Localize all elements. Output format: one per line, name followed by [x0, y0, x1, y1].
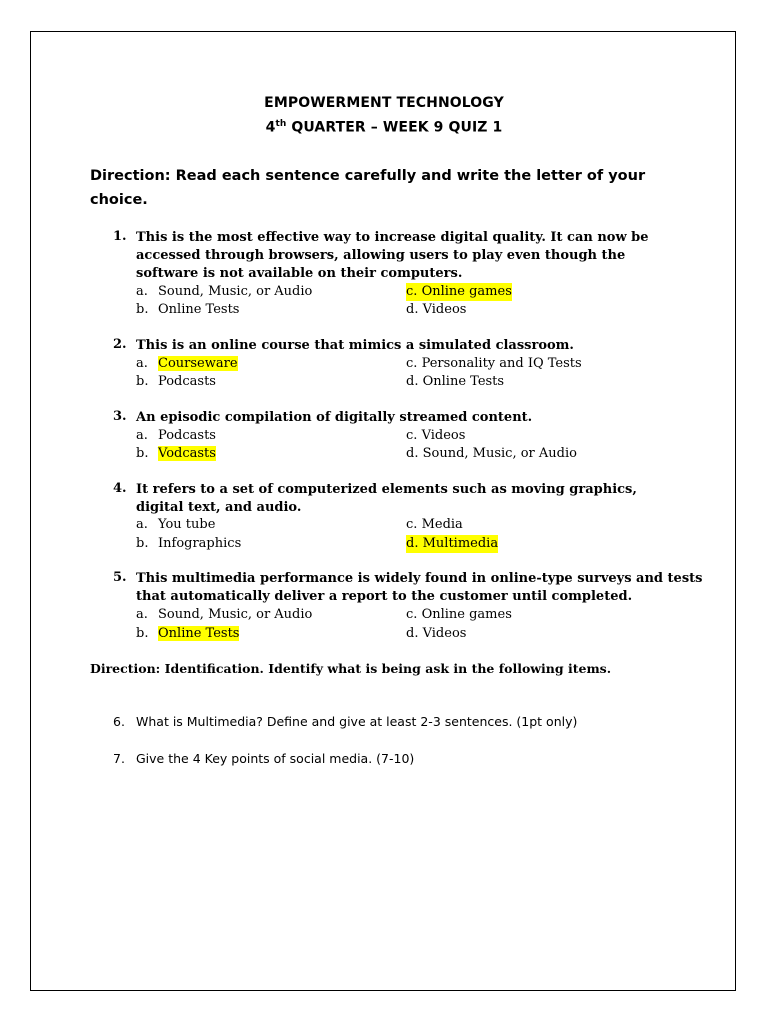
- option-text: Online games: [421, 284, 512, 299]
- option-letter: d.: [406, 536, 419, 551]
- option-text: Personality and IQ Tests: [421, 356, 582, 371]
- option-letter: c.: [406, 607, 418, 622]
- option-b: [136, 301, 239, 319]
- quarter-ordinal-suffix: th: [275, 119, 287, 129]
- option-text: Infographics: [158, 536, 242, 551]
- question-text: This is the most effective way to increase digital quality. It can now be accessed through browsers, allowing users to play even though the software is not available on their computers.: [136, 230, 649, 281]
- option-letter: b.: [136, 446, 149, 461]
- option-letter: a.: [136, 607, 148, 622]
- question-text: This multimedia performance is widely found in online-type surveys and tests that automatically deliver a report to the customer until completed.: [136, 571, 703, 604]
- option-text: Videos: [421, 428, 466, 443]
- item-text: What is Multimedia? Define and give at least 2-3 sentences. (1pt only): [136, 714, 578, 729]
- question-number: 3.: [113, 409, 127, 424]
- option-letter: b.: [136, 374, 149, 389]
- option-letter: c.: [406, 356, 418, 371]
- option-text: Courseware: [158, 356, 238, 371]
- option-text: Online Tests: [422, 374, 505, 389]
- subtitle-rest: QUARTER – WEEK 9 QUIZ 1: [286, 119, 503, 136]
- option-a: [136, 427, 216, 445]
- option-text: Podcasts: [158, 428, 216, 443]
- question-number: 1.: [113, 229, 127, 244]
- option-c: [406, 606, 512, 624]
- option-a-answer: [136, 355, 238, 373]
- option-text: Videos: [422, 626, 467, 641]
- direction-instructions: Direction: Read each sentence carefully and write the letter of your choice.: [90, 168, 646, 208]
- option-b-answer: [136, 625, 239, 643]
- option-a: [136, 516, 215, 534]
- option-text: Vodcasts: [158, 446, 216, 461]
- option-a: [136, 606, 312, 624]
- option-text: Sound, Music, or Audio: [158, 607, 313, 622]
- document-title: EMPOWERMENT TECHNOLOGY: [264, 95, 504, 111]
- question-number: 2.: [113, 337, 127, 352]
- option-text: Multimedia: [422, 536, 499, 551]
- question-text: An episodic compilation of digitally streamed content.: [136, 410, 533, 425]
- question-text: This is an online course that mimics a simulated classroom.: [136, 338, 574, 353]
- item-text: Give the 4 Key points of social media. (7-10): [136, 751, 415, 766]
- item-number: 6.: [113, 714, 125, 729]
- option-letter: d.: [406, 446, 419, 461]
- option-letter: b.: [136, 302, 149, 317]
- option-text: Sound, Music, or Audio: [422, 446, 577, 461]
- option-letter: d.: [406, 302, 419, 317]
- option-text: Online Tests: [158, 626, 240, 641]
- option-d: [406, 445, 577, 463]
- item-number: 7.: [113, 751, 125, 766]
- option-text: Sound, Music, or Audio: [158, 284, 313, 299]
- option-text: You tube: [158, 517, 216, 532]
- option-a: [136, 283, 312, 301]
- option-letter: a.: [136, 284, 148, 299]
- option-text: Online Tests: [158, 302, 240, 317]
- option-b: [136, 535, 241, 553]
- option-letter: c.: [406, 428, 418, 443]
- option-text: Podcasts: [158, 374, 216, 389]
- option-letter: d.: [406, 374, 419, 389]
- option-d: [406, 373, 504, 391]
- option-letter: a.: [136, 356, 148, 371]
- option-letter: a.: [136, 517, 148, 532]
- option-d: [406, 301, 466, 319]
- option-c: [406, 427, 465, 445]
- option-c: [406, 355, 582, 373]
- option-letter: c.: [406, 284, 418, 299]
- identification-item: [113, 713, 577, 731]
- question-number: 5.: [113, 570, 127, 585]
- identification-item: [113, 750, 414, 768]
- option-d: [406, 625, 466, 643]
- quarter-number: 4: [265, 119, 276, 136]
- option-letter: d.: [406, 626, 419, 641]
- option-text: Online games: [421, 607, 512, 622]
- option-text: Videos: [422, 302, 467, 317]
- option-text: Media: [421, 517, 463, 532]
- option-c: [406, 516, 463, 534]
- document-subtitle: [0, 119, 768, 136]
- option-letter: b.: [136, 626, 149, 641]
- option-c-answer: [406, 283, 512, 301]
- option-letter: c.: [406, 517, 418, 532]
- option-letter: a.: [136, 428, 148, 443]
- option-d-answer: [406, 535, 498, 553]
- option-b: [136, 373, 216, 391]
- identification-direction: Direction: Identification. Identify what is being ask in the following items.: [90, 661, 612, 676]
- option-letter: b.: [136, 536, 149, 551]
- question-text: It refers to a set of computerized elements such as moving graphics, digital text, and audio.: [136, 482, 637, 515]
- option-b-answer: [136, 445, 216, 463]
- question-number: 4.: [113, 481, 127, 496]
